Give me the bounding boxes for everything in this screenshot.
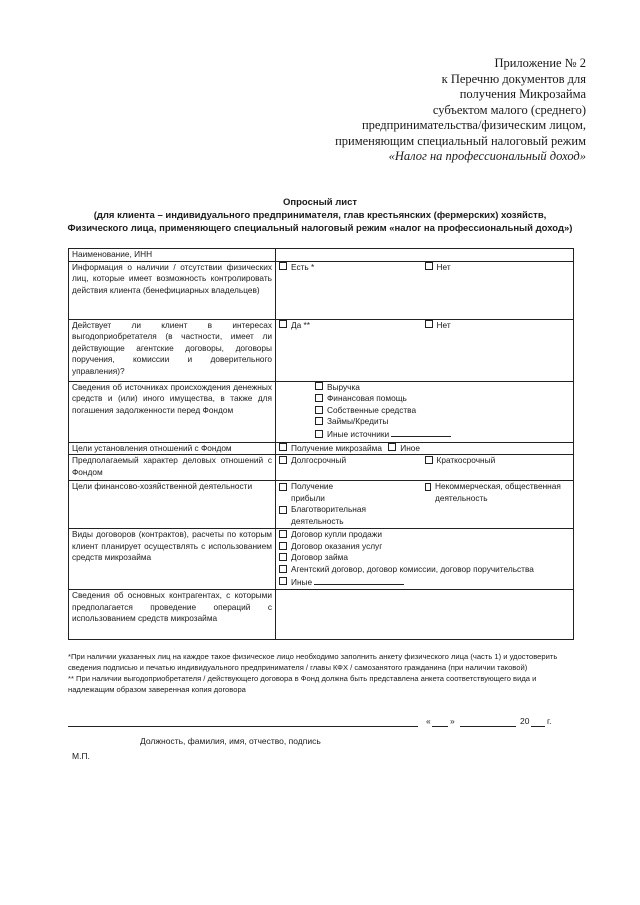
answer-cell [276, 529, 574, 590]
checkbox-icon[interactable] [315, 382, 323, 390]
checkbox-icon[interactable] [279, 577, 287, 585]
question-cell: Цели финансово-хозяйственной деятельности [69, 481, 276, 529]
checkbox-icon[interactable] [425, 456, 433, 464]
checkbox-icon[interactable] [388, 443, 396, 451]
answer-field[interactable] [276, 249, 574, 262]
answer-cell [276, 455, 574, 481]
appendix-line: «Налог на профессиональный доход» [388, 149, 586, 163]
checkbox-icon[interactable] [279, 553, 287, 561]
date-month-field[interactable] [460, 726, 516, 727]
appendix-line: предпринимательства/физическим лицом, [361, 118, 586, 132]
title-subtitle: Физического лица, применяющего специальный налоговый режим «налог на профессиональный доход») [67, 223, 573, 234]
checkbox-icon[interactable] [315, 430, 323, 438]
checkbox-icon[interactable] [279, 506, 287, 514]
checkbox-icon[interactable] [279, 443, 287, 451]
option-label: Есть * [291, 261, 315, 272]
checkbox-icon[interactable] [425, 262, 433, 270]
signature-caption: Должность, фамилия, имя, отчество, подпись [140, 736, 321, 746]
checkbox-icon[interactable] [425, 483, 431, 491]
question-cell: Предполагаемый характер деловых отношений с Фондом [69, 455, 276, 481]
footnote: *При наличии указанных лиц на каждое такое физическое лицо необходимо заполнить анкету физического лица (часть 1) и удостоверить сведения подписью и печатью индивидуального предпринимателя / главы КФХ / самозанятого гражданина (при наличии таковой) [68, 652, 558, 672]
option-label: Нет [436, 319, 451, 330]
answer-cell [276, 319, 574, 381]
checkbox-icon[interactable] [315, 417, 323, 425]
option-label: Выручка [327, 381, 360, 392]
checkbox-icon[interactable] [279, 542, 287, 550]
appendix-line: применяющим специальный налоговый режим [335, 133, 586, 148]
date-day-field[interactable] [432, 726, 448, 727]
answer-cell [276, 481, 574, 529]
signature-field[interactable] [68, 726, 418, 727]
option-label: Договор купли продажи [291, 529, 382, 540]
checkbox-icon[interactable] [315, 394, 323, 402]
option-label: Иные [291, 576, 313, 587]
date-year-field[interactable] [531, 726, 545, 727]
option-label: Займы/Кредиты [327, 416, 389, 427]
blank-line[interactable] [314, 576, 404, 585]
option-label: Получение микрозайма [291, 442, 382, 453]
table-row [69, 590, 574, 640]
option-label: Долгосрочный [291, 455, 347, 466]
option-label: Краткосрочный [436, 455, 496, 466]
answer-cell [276, 261, 574, 319]
question-cell: Сведения об источниках происхождения денежных средств и (или) иного имущества, в также для погашения задолженности перед Фондом [69, 381, 276, 442]
appendix-line: получения Микрозайма [459, 87, 586, 101]
option-label: Собственные средства [327, 404, 417, 415]
table-row [69, 261, 574, 319]
option-label: Договор займа [291, 552, 349, 563]
question-cell: Информация о наличии / отсутствии физических лиц, которые имеет возможность контролировать действия клиента (бенефициарных владельцев) [69, 261, 276, 319]
question-cell: Наименование, ИНН [69, 249, 276, 262]
footnote: ** При наличии выгодоприобретателя / действующего договора в Фонд должна быть представлена анкета соответствующего вида и надлежащим образом заверенная копия договора [68, 674, 537, 694]
appendix-header [256, 56, 586, 165]
answer-cell [276, 442, 574, 455]
checkbox-icon[interactable] [279, 456, 287, 464]
table-row [69, 249, 574, 262]
stamp-placeholder: М.П. [72, 751, 90, 761]
answer-cell [276, 381, 574, 442]
option-label: Агентский договор, договор комиссии, договор поручительства [291, 563, 534, 574]
appendix-line: субъектом малого (среднего) [432, 102, 586, 117]
option-label: Иные источники [327, 428, 390, 439]
checkbox-icon[interactable] [425, 320, 433, 328]
option-label: Нет [436, 261, 451, 272]
checkbox-icon[interactable] [279, 320, 287, 328]
answer-field[interactable] [276, 590, 574, 640]
document-title [60, 196, 580, 235]
date-open-quote: « [426, 716, 431, 726]
title-subtitle: (для клиента – индивидуального предпринимателя, глав крестьянских (фермерских) хозяйств, [93, 210, 547, 221]
option-label: Получение прибыли [291, 481, 334, 503]
date-year-prefix: 20 [520, 716, 530, 726]
checkbox-icon[interactable] [315, 406, 323, 414]
option-label: Иное [400, 442, 421, 453]
table-row [69, 481, 574, 529]
option-label: Благотворительная деятельность [291, 504, 366, 526]
checkbox-icon[interactable] [279, 262, 287, 270]
date-close-quote: » [450, 716, 455, 726]
option-label: Некоммерческая, общественная деятельность [434, 481, 561, 503]
footnotes [68, 651, 578, 695]
question-cell: Сведения об основных контрагентах, с которыми предполагается проведение операций с использованием средств микрозайма [69, 590, 276, 640]
option-label: Договор оказания услуг [291, 540, 383, 551]
table-row [69, 529, 574, 590]
option-label: Да ** [291, 319, 310, 330]
questionnaire-table [68, 248, 574, 640]
checkbox-icon[interactable] [279, 483, 287, 491]
table-row [69, 442, 574, 455]
question-cell: Действует ли клиент в интересах выгодоприобретателя (в частности, имеет ли действующие агентские договоры, договоры поручения, комиссии и доверительного управления)? [69, 319, 276, 381]
question-cell: Цели установления отношений с Фондом [69, 442, 276, 455]
table-row [69, 455, 574, 481]
table-row [69, 381, 574, 442]
date-year-suffix: г. [547, 716, 552, 726]
blank-line[interactable] [391, 428, 451, 437]
question-cell: Виды договоров (контрактов), расчеты по которым клиент планирует осуществлять с использованием средств микрозайма [69, 529, 276, 590]
option-label: Финансовая помощь [327, 393, 407, 404]
checkbox-icon[interactable] [279, 530, 287, 538]
checkbox-icon[interactable] [279, 565, 287, 573]
table-row [69, 319, 574, 381]
title-main: Опросный лист [282, 197, 358, 208]
appendix-line: к Перечню документов для [441, 71, 586, 86]
appendix-line: Приложение № 2 [494, 56, 586, 70]
